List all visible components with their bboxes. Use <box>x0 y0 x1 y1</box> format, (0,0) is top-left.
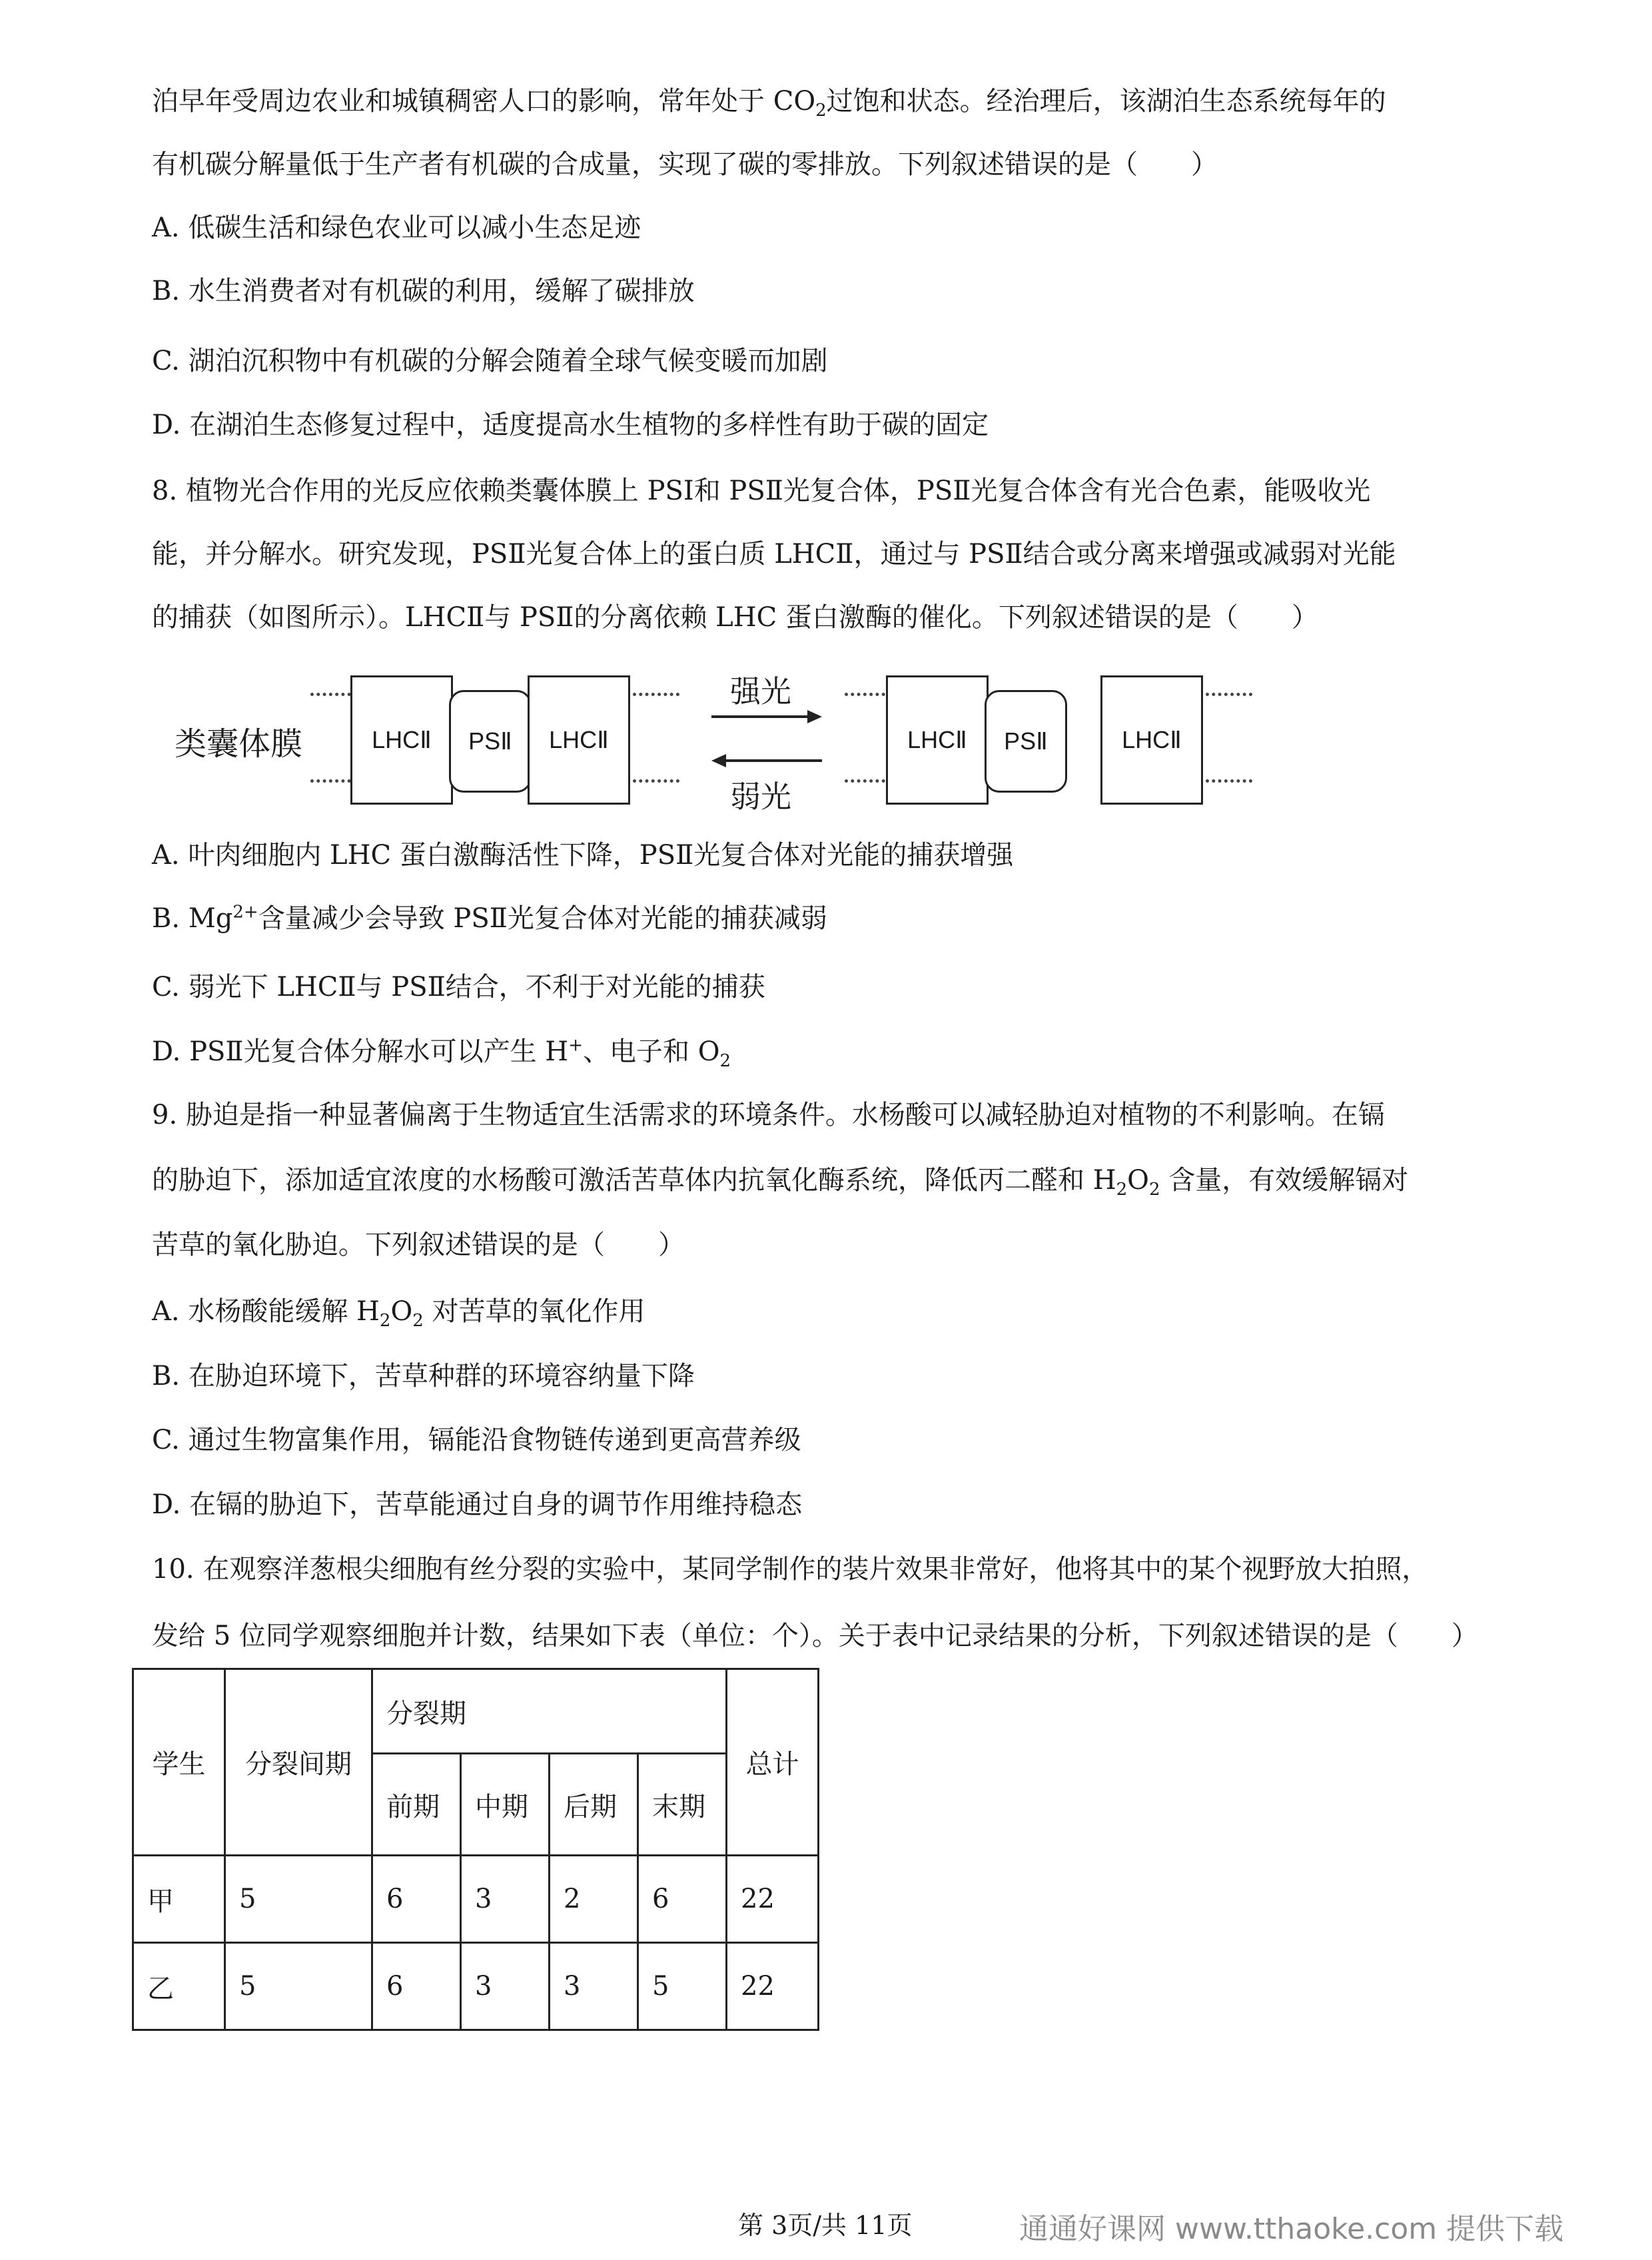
header-anaphase: 后期 <box>550 1754 638 1856</box>
q9-option-a: A. 水杨酸能缓解 $H_2O_2$ 对苦草的氧化作用 <box>152 1296 645 1331</box>
header-prophase: 前期 <box>372 1754 461 1856</box>
header-metaphase: 中期 <box>461 1754 550 1856</box>
watermark: 通通好课网 www.tthaoke.com 提供下载 <box>1019 2212 1564 2246</box>
q7-stem-line2: 有机碳分解量低于生产者有机碳的合成量，实现了碳的零排放。下列叙述错误的是（ ） <box>152 149 1218 180</box>
q9-stem-line2: 的胁迫下，添加适宜浓度的水杨酸可激活苦草体内抗氧化酶系统，降低丙二醛和 $H_2O_2$ 含量，有效缓解镉对 <box>152 1165 1409 1200</box>
dotted-line <box>633 693 679 696</box>
thylakoid-diagram <box>152 666 1271 819</box>
q9-option-c: C. 通过生物富集作用，镉能沿食物链传递到更高营养级 <box>152 1425 801 1455</box>
lhc-right-1: LHCⅡ <box>886 675 989 805</box>
cell-student: 乙 <box>133 1943 225 2030</box>
membrane-label: 类囊体膜 <box>175 725 303 763</box>
cell-interphase: 5 <box>225 1856 372 1943</box>
dotted-line <box>1206 693 1252 696</box>
table-row <box>133 1856 819 1943</box>
header-total: 总计 <box>727 1669 819 1856</box>
q7-option-a: A. 低碳生活和绿色农业可以减小生态足迹 <box>152 212 641 243</box>
page-number: 第 3页/共 11页 <box>738 2211 913 2240</box>
cell-total: 22 <box>727 1856 819 1943</box>
header-division: 分裂期 <box>372 1669 727 1754</box>
cell-total: 22 <box>727 1943 819 2030</box>
q7-option-d: D. 在湖泊生态修复过程中，适度提高水生植物的多样性有助于碳的固定 <box>152 410 989 440</box>
q8-stem-line2: 能，并分解水。研究发现，PSⅡ光复合体上的蛋白质 LHCⅡ，通过与 PSⅡ结合或分离来增强或减弱对光能 <box>152 539 1396 569</box>
cell-student: 甲 <box>133 1856 225 1943</box>
header-student: 学生 <box>133 1669 225 1856</box>
cell-anaphase: 3 <box>550 1943 638 2030</box>
q7-stem-line1: 泊早年受周边农业和城镇稠密人口的影响，常年处于 $CO_2$过饱和状态。经治理后，该湖泊生态系统每年的 <box>152 86 1386 121</box>
cell-count-table <box>132 1668 819 2031</box>
q10-stem-line2: 发给 5 位同学观察细胞并计数，结果如下表（单位：个）。关于表中记录结果的分析，下列叙述错误的是（ ） <box>152 1621 1478 1651</box>
table-row <box>133 1943 819 2030</box>
dotted-line <box>633 779 679 783</box>
lhc-left-1: LHCⅡ <box>350 675 453 805</box>
cell-metaphase: 3 <box>461 1943 550 2030</box>
arrow-right-icon <box>710 709 823 725</box>
cell-prophase: 6 <box>372 1943 461 2030</box>
q7-option-c: C. 湖泊沉积物中有机碳的分解会随着全球气候变暖而加剧 <box>152 346 828 376</box>
q8-option-c: C. 弱光下 LHCⅡ与 PSⅡ结合，不利于对光能的捕获 <box>152 972 765 1002</box>
cell-anaphase: 2 <box>550 1856 638 1943</box>
q7-option-b: B. 水生消费者对有机碳的利用，缓解了碳排放 <box>152 276 695 306</box>
q9-stem-line3: 苦草的氧化胁迫。下列叙述错误的是（ ） <box>152 1230 685 1260</box>
table-header-row <box>133 1669 819 1754</box>
q8-option-b: B. $Mg^{2+}$含量减少会导致 PSⅡ光复合体对光能的捕获减弱 <box>152 902 827 934</box>
cell-telophase: 6 <box>638 1856 727 1943</box>
q9-stem-line1: 9. 胁迫是指一种显著偏离于生物适宜生活需求的环境条件。水杨酸可以减轻胁迫对植物的不利影响。在镉 <box>152 1100 1385 1130</box>
cell-metaphase: 3 <box>461 1856 550 1943</box>
q9-option-b: B. 在胁迫环境下，苦草种群的环境容纳量下降 <box>152 1361 695 1391</box>
dotted-line <box>845 779 891 783</box>
lhc-right-2: LHCⅡ <box>1100 675 1203 805</box>
weak-light-label: 弱光 <box>730 779 791 815</box>
dotted-line <box>1206 779 1252 783</box>
q8-stem-line3: 的捕获（如图所示）。LHCⅡ与 PSⅡ的分离依赖 LHC 蛋白激酶的催化。下列叙述错误的是（ ） <box>152 602 1318 633</box>
header-telophase: 末期 <box>638 1754 727 1856</box>
lhc-left-2: LHCⅡ <box>528 675 630 805</box>
dotted-line <box>845 693 891 696</box>
q8-stem-line1: 8. 植物光合作用的光反应依赖类囊体膜上 PSⅠ和 PSⅡ光复合体，PSⅡ光复合体含有光合色素，能吸收光 <box>152 476 1371 506</box>
ps-right: PSⅡ <box>985 690 1067 793</box>
q8-option-a: A. 叶肉细胞内 LHC 蛋白激酶活性下降，PSⅡ光复合体对光能的捕获增强 <box>152 840 1014 871</box>
ps-left: PSⅡ <box>449 690 532 793</box>
strong-light-label: 强光 <box>730 673 791 709</box>
cell-prophase: 6 <box>372 1856 461 1943</box>
cell-interphase: 5 <box>225 1943 372 2030</box>
q8-option-d: D. PSⅡ光复合体分解水可以产生 H+、电子和 $O_2$ <box>152 1035 731 1071</box>
arrow-left-icon <box>710 753 823 769</box>
q9-option-d: D. 在镉的胁迫下，苦草能通过自身的调节作用维持稳态 <box>152 1489 803 1520</box>
cell-telophase: 5 <box>638 1943 727 2030</box>
header-interphase: 分裂间期 <box>225 1669 372 1856</box>
q10-stem-line1: 10. 在观察洋葱根尖细胞有丝分裂的实验中，某同学制作的装片效果非常好，他将其中的某个视野放大拍照， <box>152 1554 1429 1585</box>
